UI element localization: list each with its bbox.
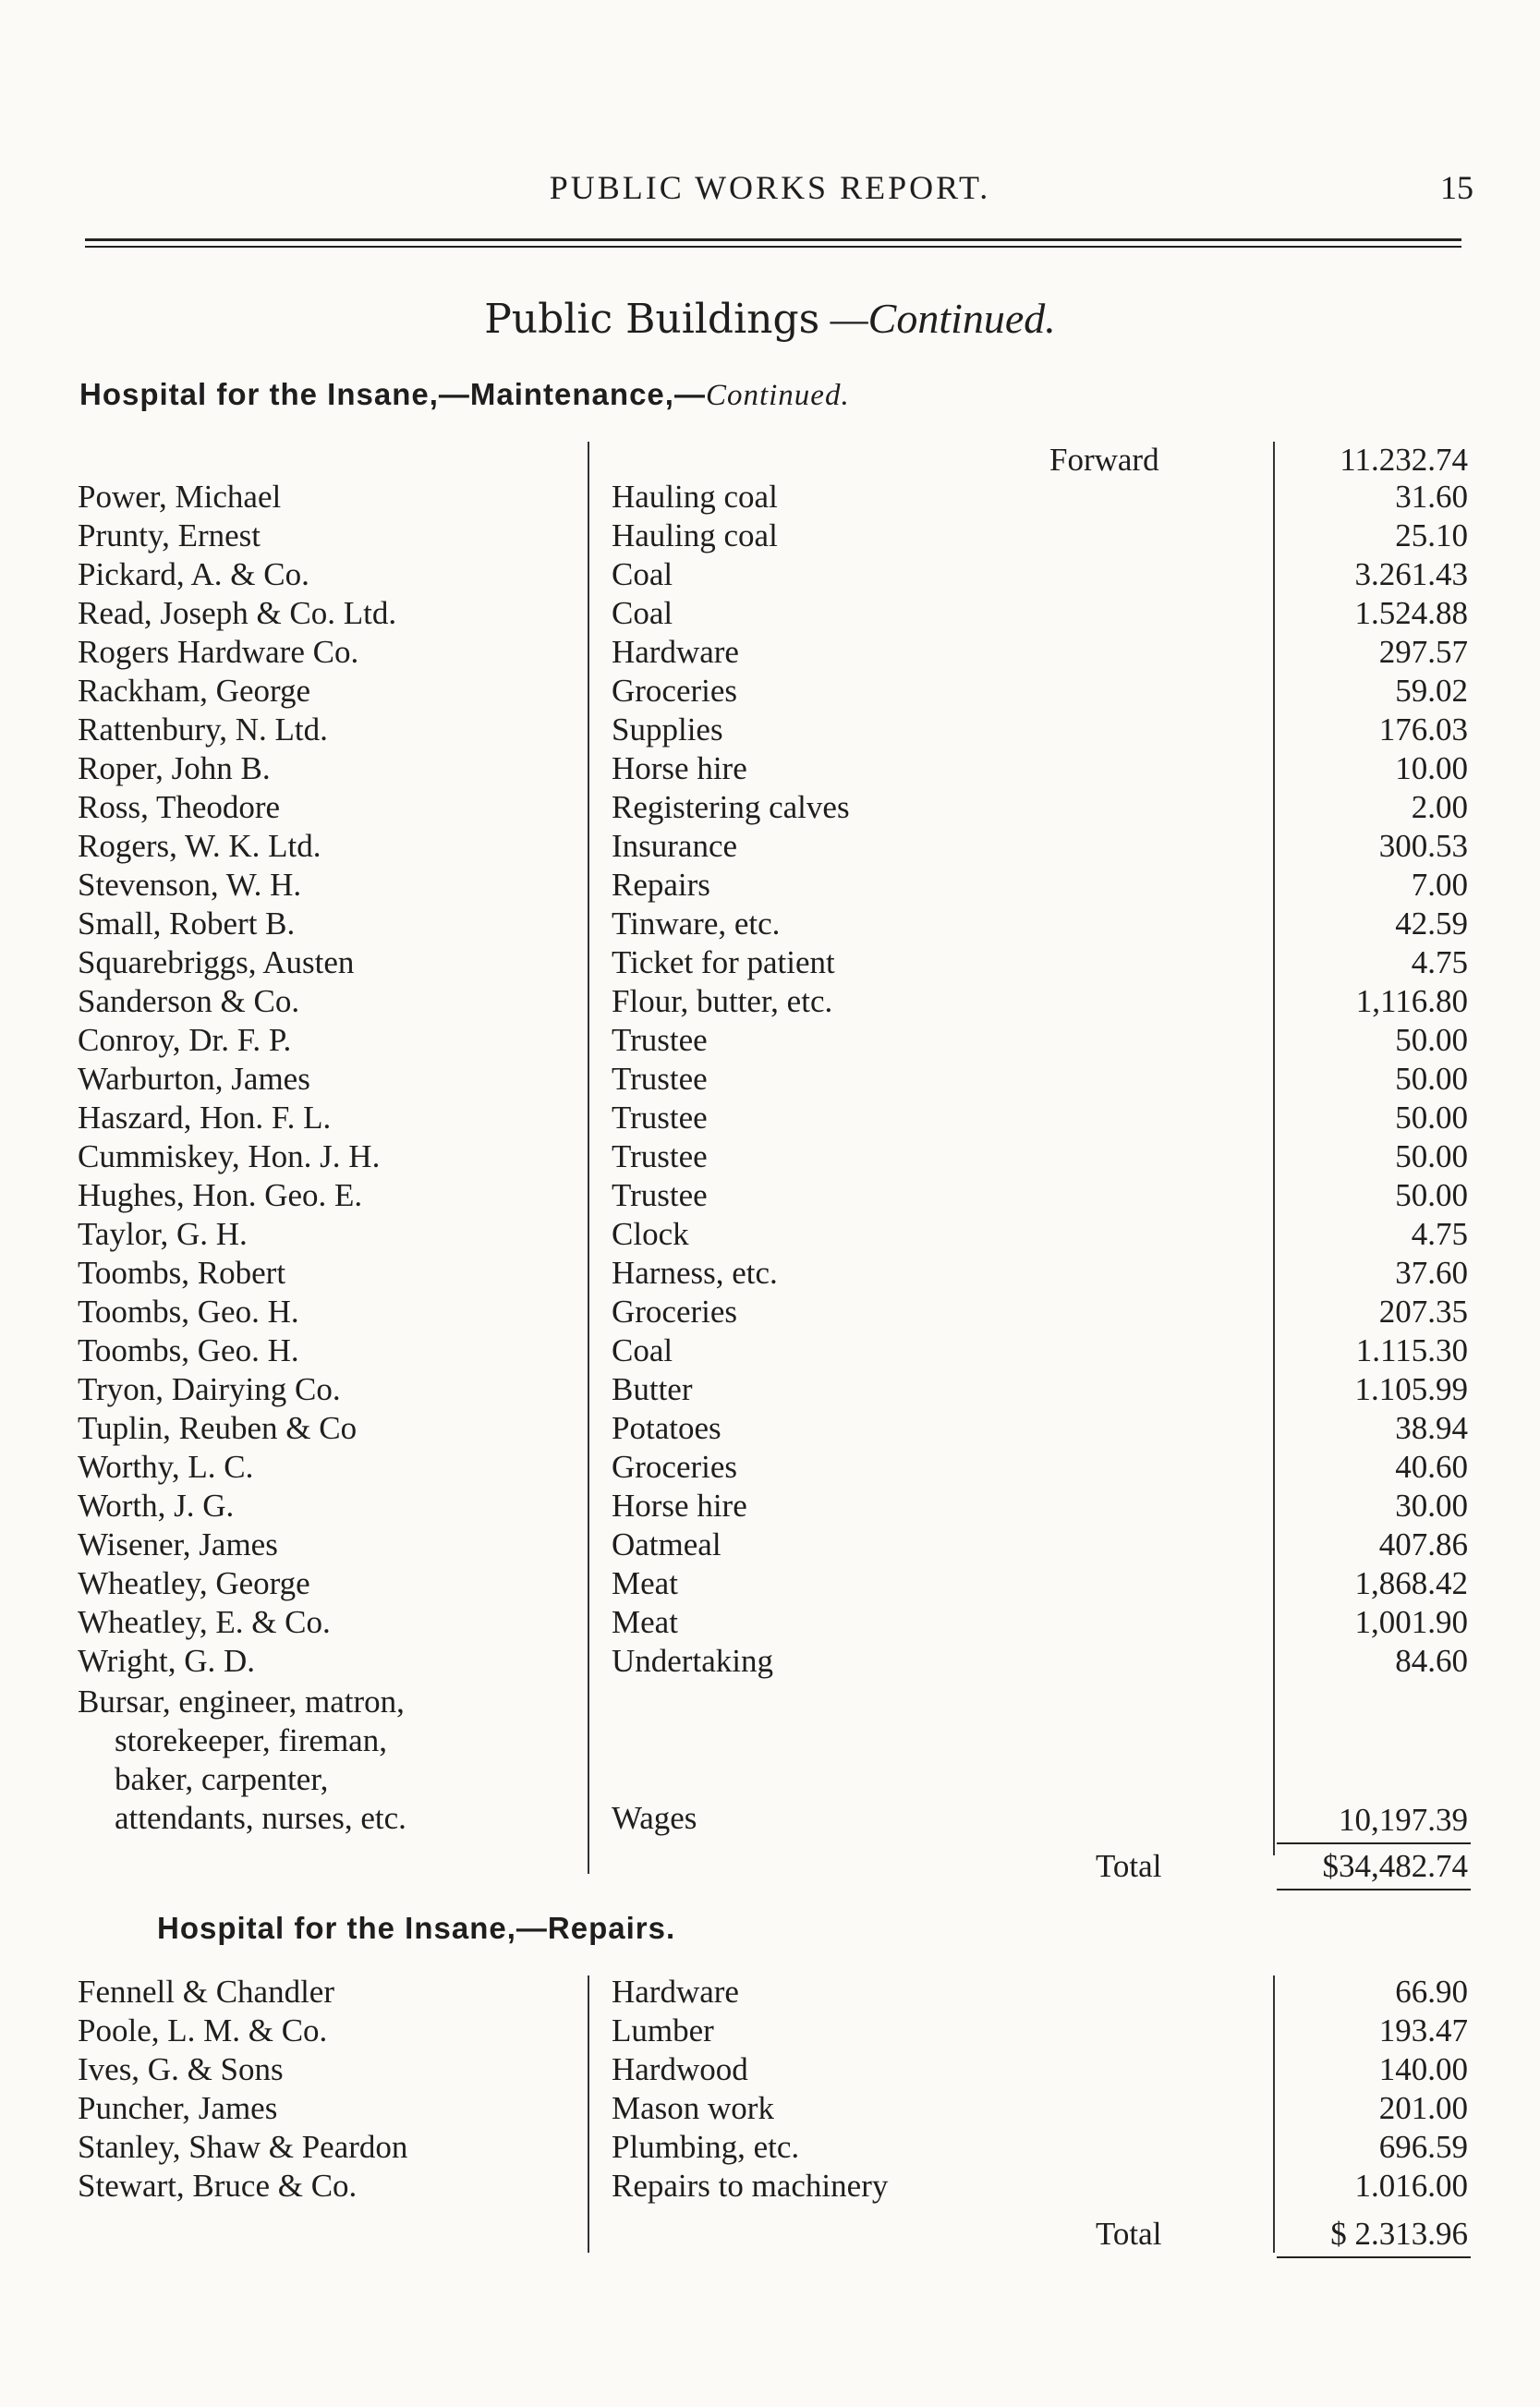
amount: 4.75 (1411, 944, 1468, 980)
payee-name: Power, Michael (78, 479, 282, 515)
payee-name: Poole, L. M. & Co. (78, 2012, 328, 2048)
payee-name: Rogers Hardware Co. (78, 634, 359, 670)
item-description: Trustee (612, 1100, 708, 1136)
payee-name: Warburton, James (78, 1061, 310, 1097)
item-description: Plumbing, etc. (612, 2129, 800, 2165)
payee-name: Puncher, James (78, 2090, 278, 2126)
table-row (0, 750, 1540, 789)
item-description: Lumber (612, 2012, 714, 2048)
table-row (0, 1022, 1540, 1061)
item-description: Hardwood (612, 2051, 748, 2087)
maintenance-heading (79, 377, 850, 413)
table-row (0, 1100, 1540, 1138)
item-description: Horse hire (612, 750, 747, 786)
table-row (0, 1488, 1540, 1526)
header-rule-second (85, 246, 1461, 248)
amount: 50.00 (1395, 1177, 1468, 1213)
amount: 40.60 (1395, 1449, 1468, 1485)
amount: 31.60 (1395, 479, 1468, 515)
item-description: Groceries (612, 1449, 738, 1485)
item-description: Groceries (612, 673, 738, 709)
payee-name: Ross, Theodore (78, 789, 281, 825)
item-description: Tinware, etc. (612, 906, 781, 942)
staff-line: baker, carpenter, (115, 1761, 329, 1797)
amount: 25.10 (1395, 517, 1468, 553)
payee-name: Worthy, L. C. (78, 1449, 254, 1485)
payee-name: Wheatley, George (78, 1565, 310, 1601)
payee-name: Small, Robert B. (78, 906, 296, 942)
payee-name: Wisener, James (78, 1526, 278, 1562)
item-description: Harness, etc. (612, 1255, 778, 1291)
table-row (0, 673, 1540, 711)
amount: 59.02 (1395, 673, 1468, 709)
payee-name: Rackham, George (78, 673, 311, 709)
amount: 297.57 (1378, 634, 1468, 670)
wages-amount: 10,197.39 (1339, 1802, 1468, 1838)
item-description: Insurance (612, 828, 738, 864)
item-description: Potatoes (612, 1410, 721, 1446)
payee-name: Read, Joseph & Co. Ltd. (78, 595, 397, 631)
maintenance-heading-text: Hospital for the Insane,—Maintenance,— (79, 377, 706, 411)
amount: 1,116.80 (1355, 983, 1468, 1019)
payee-name: Hughes, Hon. Geo. E. (78, 1177, 363, 1213)
item-description: Ticket for patient (612, 944, 835, 980)
repairs-total-label: Total (1096, 2216, 1162, 2252)
amount: 50.00 (1395, 1022, 1468, 1058)
staff-line: Bursar, engineer, matron, (78, 1684, 405, 1720)
payee-name: Pickard, A. & Co. (78, 556, 309, 592)
payee-name: Rogers, W. K. Ltd. (78, 828, 321, 864)
item-description: Trustee (612, 1138, 708, 1174)
item-description: Coal (612, 556, 673, 592)
item-description: Coal (612, 1332, 673, 1368)
item-description: Repairs to machinery (612, 2168, 889, 2204)
payee-name: Tuplin, Reuben & Co (78, 1410, 358, 1446)
payee-name: Rattenbury, N. Ltd. (78, 711, 328, 748)
table-row (0, 1294, 1540, 1332)
table-row (0, 556, 1540, 595)
table-row (0, 595, 1540, 634)
amount: 2.00 (1411, 789, 1468, 825)
item-description: Registering calves (612, 789, 850, 825)
amount: 50.00 (1395, 1061, 1468, 1097)
item-description: Undertaking (612, 1643, 773, 1679)
table-row (0, 906, 1540, 944)
table-row (0, 1604, 1540, 1643)
amount: 30.00 (1395, 1488, 1468, 1524)
item-description: Hardware (612, 1974, 739, 2010)
item-description: Oatmeal (612, 1526, 721, 1562)
table-row (0, 2012, 1540, 2051)
item-description: Horse hire (612, 1488, 747, 1524)
payee-name: Ives, G. & Sons (78, 2051, 284, 2087)
item-description: Flour, butter, etc. (612, 983, 833, 1019)
amount: 37.60 (1395, 1255, 1468, 1291)
item-description: Hauling coal (612, 517, 778, 553)
table-row (0, 1565, 1540, 1604)
amount: 300.53 (1378, 828, 1468, 864)
item-description: Butter (612, 1371, 693, 1407)
amount: 42.59 (1395, 906, 1468, 942)
repairs-total-amount: $ 2.313.96 (1330, 2216, 1468, 2252)
item-description: Meat (612, 1565, 678, 1601)
table-row (0, 1974, 1540, 2012)
amount: 1.524.88 (1354, 595, 1468, 631)
table-row (0, 1371, 1540, 1410)
payee-name: Squarebriggs, Austen (78, 944, 355, 980)
payee-name: Conroy, Dr. F. P. (78, 1022, 292, 1058)
table-row (0, 1138, 1540, 1177)
table-row (0, 944, 1540, 983)
payee-name: Toombs, Robert (78, 1255, 286, 1291)
amount: 193.47 (1378, 2012, 1468, 2048)
table-row (0, 1526, 1540, 1565)
payee-name: Toombs, Geo. H. (78, 1332, 299, 1368)
table-row (0, 1177, 1540, 1216)
running-title: PUBLIC WORKS REPORT. (549, 169, 991, 206)
item-description: Trustee (612, 1022, 708, 1058)
table-row (0, 1061, 1540, 1100)
table-row (0, 1643, 1540, 1682)
amount: 176.03 (1378, 711, 1468, 748)
section-title-main: Public Buildings (484, 296, 820, 343)
amount: 140.00 (1378, 2051, 1468, 2087)
table-row (0, 2129, 1540, 2168)
maintenance-heading-continued: Continued. (705, 379, 850, 412)
amount: 4.75 (1411, 1216, 1468, 1252)
amount: 1,868.42 (1354, 1565, 1468, 1601)
payee-name: Sanderson & Co. (78, 983, 300, 1019)
table-row (0, 867, 1540, 906)
payee-name: Haszard, Hon. F. L. (78, 1100, 332, 1136)
amount: 696.59 (1378, 2129, 1468, 2165)
amount: 7.00 (1411, 867, 1468, 903)
amount: 84.60 (1395, 1643, 1468, 1679)
payee-name: Wright, G. D. (78, 1643, 256, 1679)
payee-name: Worth, J. G. (78, 1488, 235, 1524)
amount: 66.90 (1395, 1974, 1468, 2010)
item-description: Trustee (612, 1177, 708, 1213)
forward-amount: 11.232.74 (1340, 442, 1468, 478)
payee-name: Prunty, Ernest (78, 517, 261, 553)
table-row (0, 1410, 1540, 1449)
table-row (0, 789, 1540, 828)
item-description: Clock (612, 1216, 689, 1252)
payee-name: Fennell & Chandler (78, 1974, 335, 2010)
table-row (0, 1216, 1540, 1255)
payee-name: Wheatley, E. & Co. (78, 1604, 331, 1640)
item-description: Coal (612, 595, 673, 631)
item-description: Hauling coal (612, 479, 778, 515)
table-row (0, 634, 1540, 673)
total-underline (1277, 1889, 1471, 1890)
forward-label: Forward (1049, 442, 1159, 478)
table-row (0, 983, 1540, 1022)
amount: 10.00 (1395, 750, 1468, 786)
item-description: Mason work (612, 2090, 774, 2126)
payee-name: Cummiskey, Hon. J. H. (78, 1138, 381, 1174)
payee-name: Roper, John B. (78, 750, 271, 786)
table-row (0, 1332, 1540, 1371)
header-rule (85, 238, 1461, 241)
repairs-heading: Hospital for the Insane,—Repairs. (157, 1911, 676, 1945)
amount: 1.016.00 (1354, 2168, 1468, 2204)
item-description: Groceries (612, 1294, 738, 1330)
table-row (0, 2051, 1540, 2090)
payee-name: Tryon, Dairying Co. (78, 1371, 341, 1407)
item-description: Trustee (612, 1061, 708, 1097)
table-row (0, 479, 1540, 517)
payee-name: Toombs, Geo. H. (78, 1294, 299, 1330)
payee-name: Taylor, G. H. (78, 1216, 248, 1252)
maintenance-total-amount: $34,482.74 (1322, 1848, 1468, 1884)
amount: 207.35 (1378, 1294, 1468, 1330)
staff-line: attendants, nurses, etc. (115, 1800, 406, 1836)
amount: 3.261.43 (1354, 556, 1468, 592)
amount: 1.105.99 (1354, 1371, 1468, 1407)
amount: 407.86 (1378, 1526, 1468, 1562)
total-underline (1277, 2256, 1471, 2258)
amount: 50.00 (1395, 1138, 1468, 1174)
table-row (0, 2090, 1540, 2129)
amount: 1,001.90 (1354, 1604, 1468, 1640)
forward-row (0, 442, 1540, 480)
amount: 50.00 (1395, 1100, 1468, 1136)
staff-line: storekeeper, fireman, (115, 1722, 387, 1758)
table-row (0, 2168, 1540, 2206)
table-row (0, 1255, 1540, 1294)
page-number: 15 (1440, 169, 1473, 206)
amount: 38.94 (1395, 1410, 1468, 1446)
payee-name: Stevenson, W. H. (78, 867, 302, 903)
item-description: Supplies (612, 711, 723, 748)
table-row (0, 711, 1540, 750)
payee-name: Stewart, Bruce & Co. (78, 2168, 358, 2204)
table-row (0, 828, 1540, 867)
section-title-continued: —Continued. (830, 295, 1056, 342)
sum-rule (1277, 1842, 1471, 1844)
payee-name: Stanley, Shaw & Peardon (78, 2129, 408, 2165)
maintenance-total-label: Total (1096, 1848, 1162, 1884)
amount: 1.115.30 (1355, 1332, 1468, 1368)
table-row (0, 1449, 1540, 1488)
section-title (0, 294, 1540, 343)
item-description: Hardware (612, 634, 739, 670)
table-row (0, 517, 1540, 556)
amount: 201.00 (1378, 2090, 1468, 2126)
item-description: Repairs (612, 867, 710, 903)
item-description: Meat (612, 1604, 678, 1640)
wages-label: Wages (612, 1800, 697, 1836)
